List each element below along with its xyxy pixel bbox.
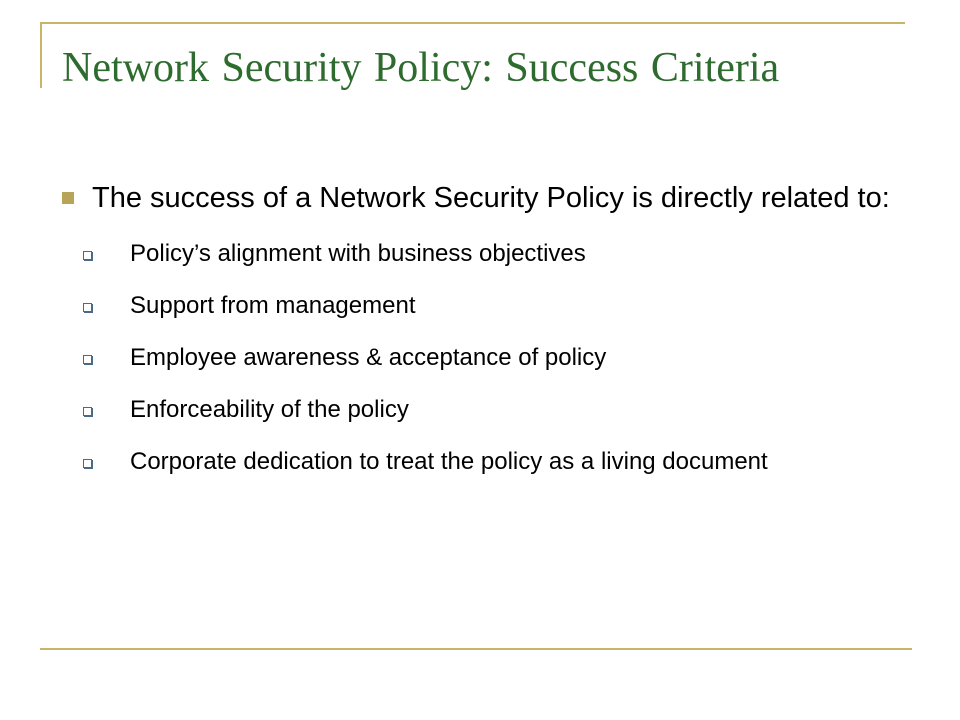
square-bullet-icon [62,192,74,204]
hollow-square-bullet-icon [83,355,92,364]
sub-bullet-text: Enforceability of the policy [130,396,409,423]
sub-bullet [80,290,908,321]
hollow-square-bullet-icon [83,303,92,312]
sub-bullet-text: Policy’s alignment with business objectives [130,240,586,267]
hollow-square-bullet-icon [83,459,92,468]
sub-bullet-text: Corporate dedication to treat the policy as a living document [130,448,768,475]
bottom-rule [40,648,912,650]
sub-bullet-text: Employee awareness & acceptance of policy [130,344,607,371]
slide-title: Network Security Policy: Success Criteria [62,45,780,91]
sub-bullet [80,342,908,373]
sub-bullet-text: Support from management [130,292,416,319]
left-rule [40,22,42,88]
hollow-square-bullet-icon [83,251,92,260]
slide-content [58,178,908,498]
sub-bullet [80,238,908,269]
sub-bullet-list [58,238,908,477]
top-rule [40,22,905,24]
sub-bullet [80,394,908,425]
sub-bullet [80,446,908,477]
main-bullet [58,178,908,218]
main-bullet-text: The success of a Network Security Policy is directly related to: [92,182,890,214]
hollow-square-bullet-icon [83,407,92,416]
